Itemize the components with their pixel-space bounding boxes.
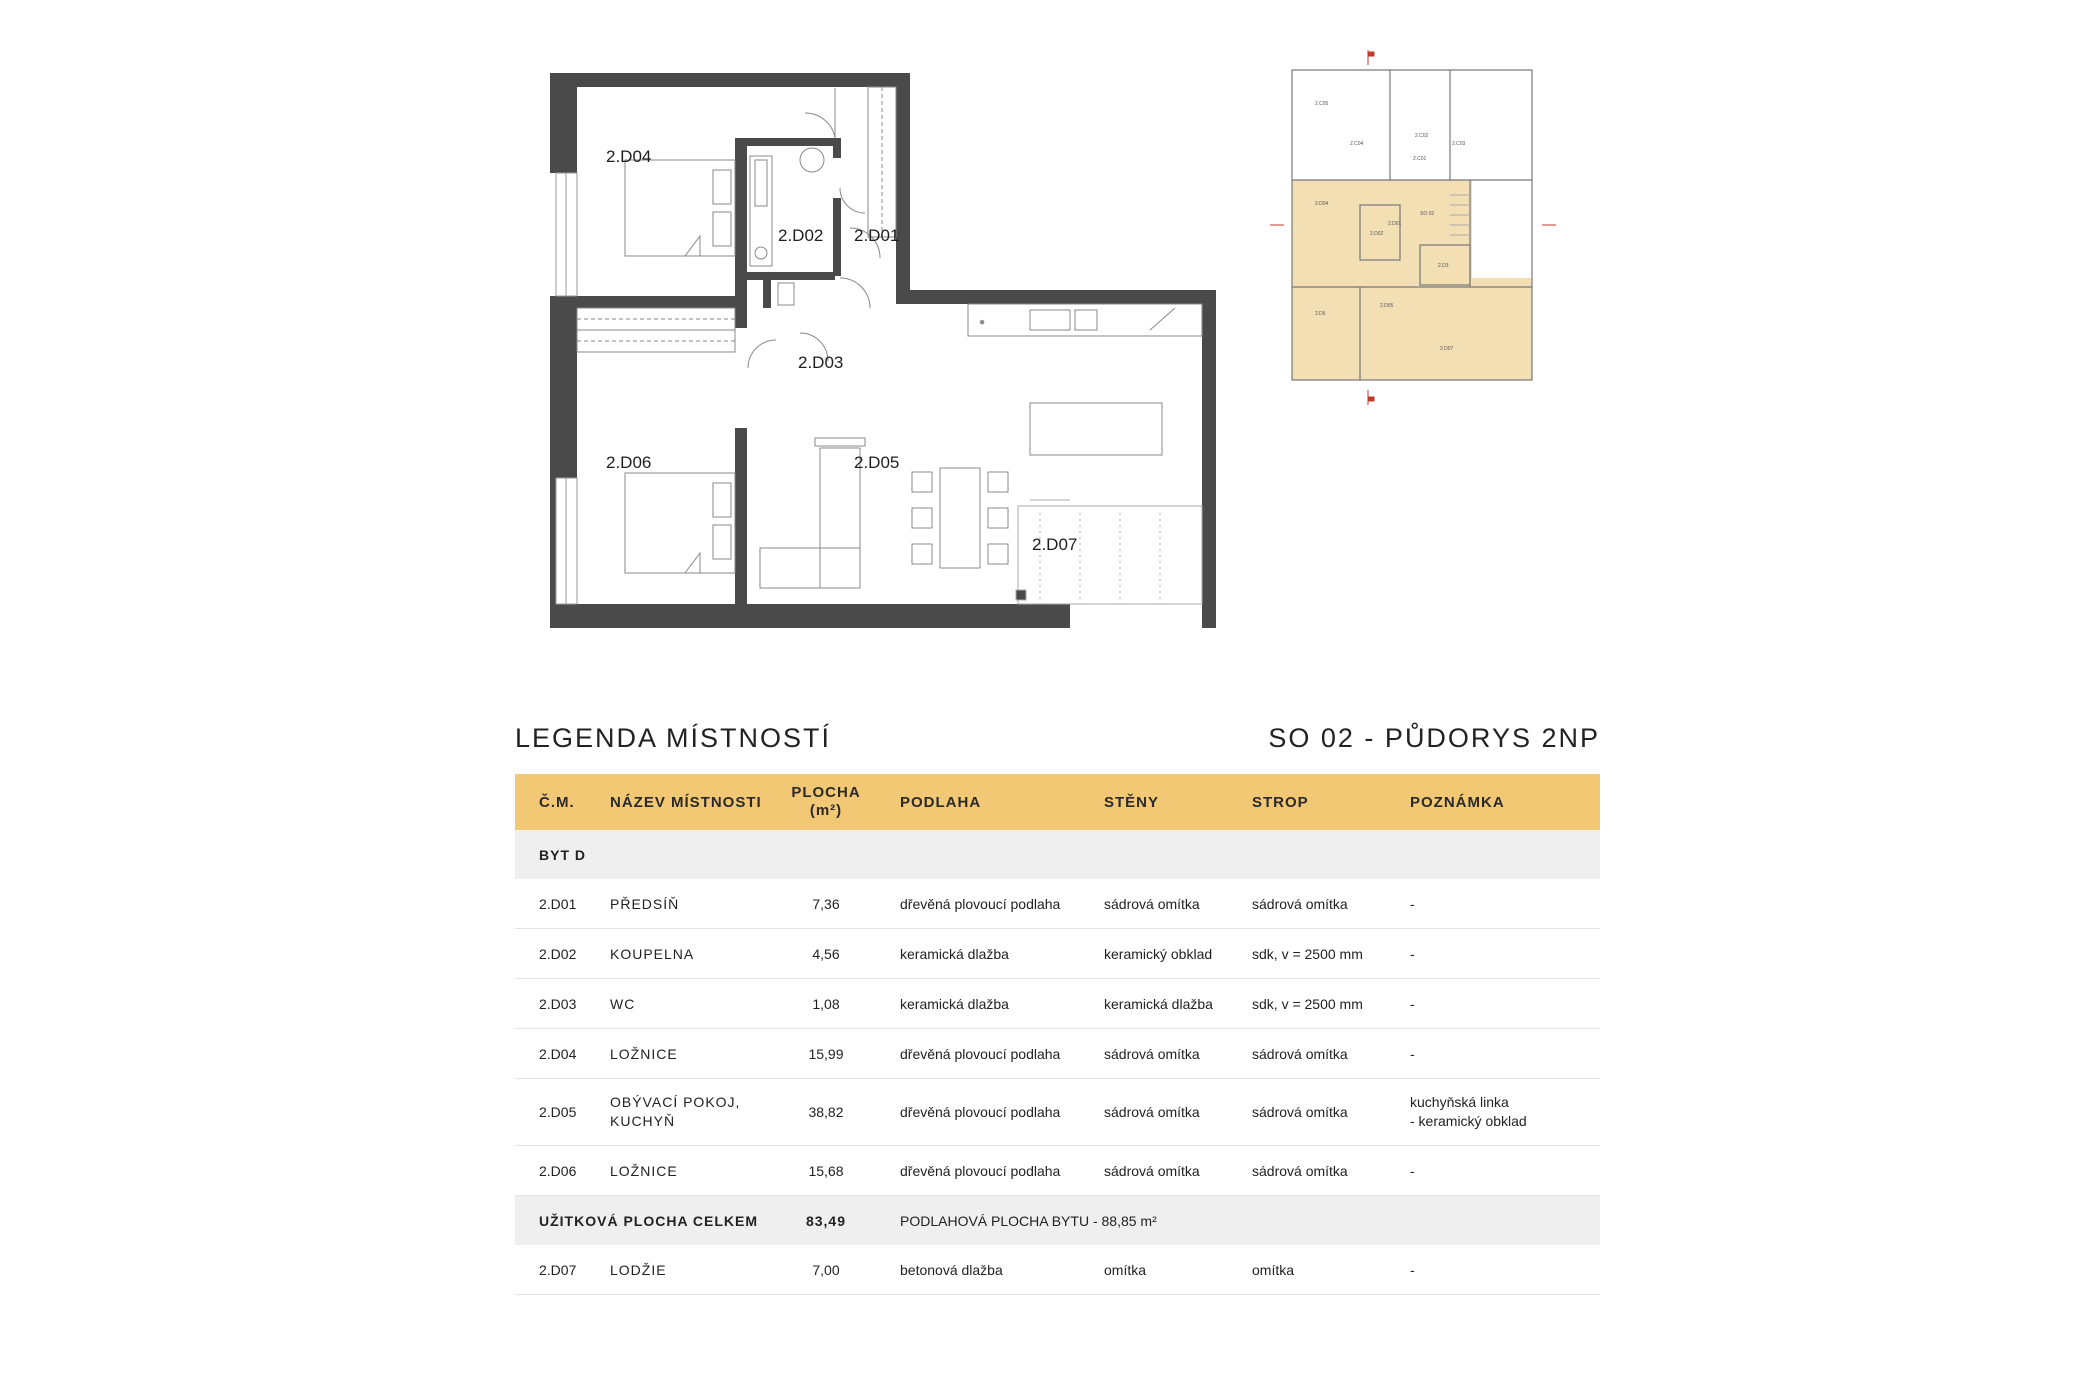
apartment-floor-plan [550, 68, 1250, 638]
room-label-d03: 2.D03 [798, 353, 844, 372]
table-header-row [515, 774, 1600, 830]
dining-set [912, 468, 1008, 568]
svg-text:2.D05: 2.D05 [1380, 303, 1394, 309]
svg-text:2.C01: 2.C01 [1413, 156, 1427, 162]
svg-text:2.D3: 2.D3 [1438, 263, 1449, 269]
table-row: 2.D01 PŘEDSÍŇ 7,36 dřevěná plovoucí podlaha sádrová omítka sádrová omítka - [515, 879, 1600, 929]
header-ceiling: STROP [1228, 774, 1386, 830]
svg-text:2.C03: 2.C03 [1452, 141, 1466, 147]
header-walls: STĚNY [1080, 774, 1228, 830]
legend-header [515, 718, 1600, 758]
room-label-d06: 2.D06 [606, 453, 652, 472]
table-row: 2.D03 WC 1,08 keramická dlažba keramická dlažba sdk, v = 2500 mm - [515, 979, 1600, 1029]
room-legend-table [515, 774, 1600, 1295]
svg-text:2.D02: 2.D02 [1370, 231, 1384, 237]
room-label-d04: 2.D04 [606, 147, 652, 166]
svg-text:2.D04: 2.D04 [1315, 201, 1329, 207]
table-row: 2.D02 KOUPELNA 4,56 keramická dlažba keramický obklad sdk, v = 2500 mm - [515, 929, 1600, 979]
svg-text:✳: ✳ [980, 320, 985, 326]
svg-text:2.C02: 2.C02 [1415, 133, 1429, 139]
table-row: 2.D04 LOŽNICE 15,99 dřevěná plovoucí podlaha sádrová omítka sádrová omítka - [515, 1029, 1600, 1079]
sofa [760, 438, 865, 588]
kitchen-counter [968, 304, 1202, 336]
header-area: PLOCHA (m²) [776, 774, 876, 830]
svg-text:2.D07: 2.D07 [1440, 346, 1454, 352]
table-row: 2.D06 LOŽNICE 15,68 dřevěná plovoucí podlaha sádrová omítka sádrová omítka - [515, 1146, 1600, 1196]
key-plan [1270, 45, 1570, 415]
header-name: NÁZEV MÍSTNOSTI [586, 774, 776, 830]
key-plan-highlight-lower [1292, 278, 1532, 380]
total-row: UŽITKOVÁ PLOCHA CELKEM 83,49 PODLAHOVÁ PLOCHA BYTU - 88,85 m² [515, 1196, 1600, 1246]
header-floor: PODLAHA [876, 774, 1080, 830]
svg-text:2.C05: 2.C05 [1315, 101, 1329, 107]
legend-title: LEGENDA MÍSTNOSTÍ [515, 722, 832, 753]
room-label-d05: 2.D05 [854, 453, 900, 472]
room-label-d01: 2.D01 [854, 226, 900, 245]
svg-text:2.D01: 2.D01 [1388, 221, 1402, 227]
bed-upper [625, 160, 735, 256]
header-note: POZNÁMKA [1386, 774, 1600, 830]
group-row-byt-d: BYT D [515, 830, 1600, 879]
section-title: SO 02 - PŮDORYS 2NP [1268, 722, 1600, 753]
room-label-d07: 2.D07 [1032, 535, 1078, 554]
svg-text:2.D6: 2.D6 [1315, 311, 1326, 317]
header-cm: Č.M. [515, 774, 586, 830]
bed-lower [625, 473, 735, 573]
room-label-d02: 2.D02 [778, 226, 824, 245]
table-row-loggia: 2.D07 LODŽIE 7,00 betonová dlažba omítka omítka - [515, 1245, 1600, 1295]
svg-text:2.C04: 2.C04 [1350, 141, 1364, 147]
kitchen-island [1030, 403, 1162, 455]
svg-text:SO 02: SO 02 [1420, 211, 1435, 217]
table-row: 2.D05 OBÝVACÍ POKOJ, KUCHYŇ 38,82 dřevěná plovoucí podlaha sádrová omítka sádrová omítka kuchyňská linka - keramický obklad [515, 1079, 1600, 1146]
